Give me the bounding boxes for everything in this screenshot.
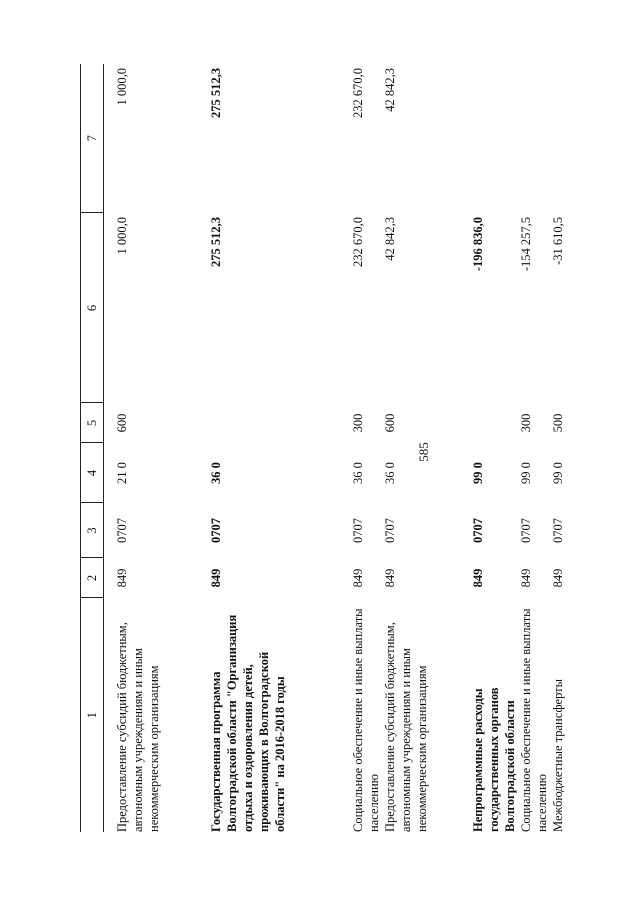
cell-ministry-code: 849 [209, 568, 223, 588]
cell-ministry-code: 849 [115, 568, 129, 588]
cell-amount-7 [446, 64, 518, 213]
cell-target-code: 36 0 [351, 462, 365, 484]
cell-expense-type: 300 [519, 413, 533, 433]
table-row [446, 64, 518, 832]
table-row [326, 64, 382, 832]
cell-amount-7: 275 512,3 [209, 68, 223, 118]
budget-table [80, 64, 570, 832]
cell-amount-7 [518, 64, 550, 213]
cell-expense-type: 500 [551, 413, 565, 433]
cell-target-code: 36 0 [209, 462, 223, 484]
cell-target-code: 99 0 [519, 462, 533, 484]
cell-target-code: 99 0 [551, 462, 565, 484]
cell-amount-7: 232 670,0 [351, 68, 365, 118]
cell-section-code: 0707 [209, 518, 223, 543]
cell-section-code: 0707 [551, 518, 565, 543]
cell-expense-type: 600 [115, 413, 129, 433]
cell-amount-6: 42 842,3 [383, 217, 397, 261]
column-header-5: 5 [81, 403, 104, 443]
cell-section-code: 0707 [471, 518, 485, 543]
table-row [550, 64, 570, 832]
cell-section-code: 0707 [383, 518, 397, 543]
table-row [382, 64, 446, 832]
cell-amount-6: 275 512,3 [209, 217, 223, 267]
table-row [182, 64, 326, 832]
cell-ministry-code: 849 [551, 568, 565, 588]
cell-target-code: 21 0 [115, 462, 129, 484]
cell-target-code: 36 0 [383, 462, 397, 484]
table-row [104, 64, 183, 832]
column-header-2: 2 [81, 558, 104, 598]
row-description: Предоставление субсидий бюджетным, автономным учреждениям и иным некоммерческим организациям [383, 622, 429, 832]
row-description: Государственная программа Волгоградской области "Организация отдыха и оздоровления детей, проживающих в Волгоградской области" на 2016-2018 годы [209, 614, 287, 832]
cell-expense-type: 300 [351, 413, 365, 433]
cell-expense-type [182, 403, 326, 443]
column-header-7: 7 [81, 64, 104, 213]
cell-ministry-code: 849 [519, 568, 533, 588]
header-row [81, 64, 104, 832]
cell-target-code: 99 0 [471, 462, 485, 484]
cell-expense-type: 600 [383, 413, 397, 433]
row-description: Непрограммные расходы государственных органов Волгоградской области [471, 687, 517, 832]
cell-amount-6: -31 610,5 [551, 217, 565, 265]
page-number: 585 [416, 442, 431, 462]
cell-section-code: 0707 [351, 518, 365, 543]
cell-expense-type [446, 403, 518, 443]
row-description: Межбюджетные трансферты [551, 678, 565, 832]
cell-section-code: 0707 [115, 518, 129, 543]
cell-amount-6: -196 836,0 [471, 217, 485, 272]
cell-amount-7 [550, 64, 570, 213]
row-description: Социальное обеспечение и иные выплаты населению [351, 608, 381, 832]
cell-amount-7: 42 842,3 [383, 68, 397, 112]
column-header-6: 6 [81, 213, 104, 403]
row-description: Предоставление субсидий бюджетным, автономным учреждениям и иным некоммерческим организациям [115, 622, 161, 832]
table-row [518, 64, 550, 832]
row-description: Социальное обеспечение и иные выплаты населению [519, 608, 549, 832]
cell-amount-6: 1 000,0 [115, 217, 129, 255]
cell-ministry-code: 849 [383, 568, 397, 588]
column-header-1: 1 [81, 598, 104, 832]
cell-section-code: 0707 [519, 518, 533, 543]
cell-ministry-code: 849 [351, 568, 365, 588]
column-header-4: 4 [81, 443, 104, 503]
cell-amount-7: 1 000,0 [115, 68, 129, 106]
column-header-3: 3 [81, 503, 104, 558]
cell-amount-6: 232 670,0 [351, 217, 365, 267]
cell-amount-6: -154 257,5 [519, 217, 533, 272]
cell-ministry-code: 849 [471, 568, 485, 588]
